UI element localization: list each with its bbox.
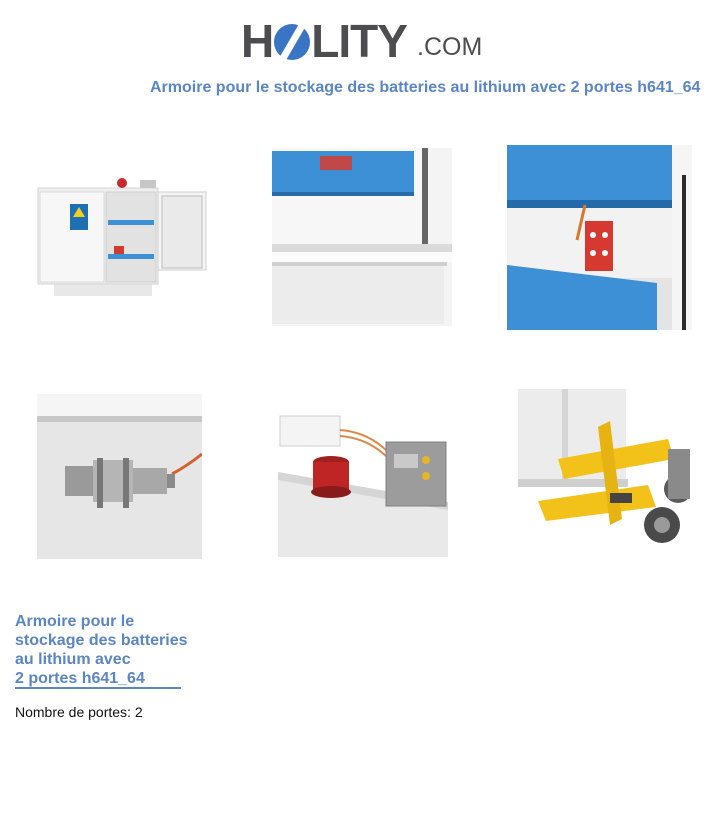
spec-doors-label: Nombre de portes: <box>15 704 131 720</box>
alarm-unit-photo <box>278 412 448 557</box>
product-title-line-1: Armoire pour le <box>15 613 135 630</box>
product-photo-cabinet <box>36 176 208 298</box>
title-underline <box>15 687 181 689</box>
product-photo-sensor <box>37 394 202 559</box>
logo-letters-lity: LITY <box>311 15 407 67</box>
product-title-line-2: stockage des batteries <box>15 632 188 649</box>
shelf-interior-photo <box>507 145 692 330</box>
sensor-closeup-photo <box>37 394 202 559</box>
logo-o-icon <box>274 24 310 60</box>
product-title-line-3: au lithium avec <box>15 651 131 668</box>
product-photo-shelf-interior <box>507 145 692 330</box>
logo-letter-h: H <box>241 15 274 67</box>
page-title: Armoire pour le stockage des batteries au lithium avec 2 portes h641_64 <box>150 79 701 96</box>
product-photo-pallet <box>518 389 690 551</box>
shelf-closeup-photo <box>272 148 452 326</box>
spec-doors-value: 2 <box>134 704 143 720</box>
product-title-link[interactable] <box>15 612 195 688</box>
spec-doors <box>15 704 143 720</box>
cabinet-open-photo <box>36 176 208 298</box>
product-photo-alarm <box>278 412 448 557</box>
product-photo-shelf-edge <box>272 148 452 326</box>
logo-wordmark <box>241 15 407 67</box>
holity-logo[interactable] <box>241 12 481 68</box>
pallet-truck-photo <box>518 389 690 551</box>
logo-domain: .COM <box>417 33 483 61</box>
product-title-line-4: 2 portes h641_64 <box>15 670 145 687</box>
